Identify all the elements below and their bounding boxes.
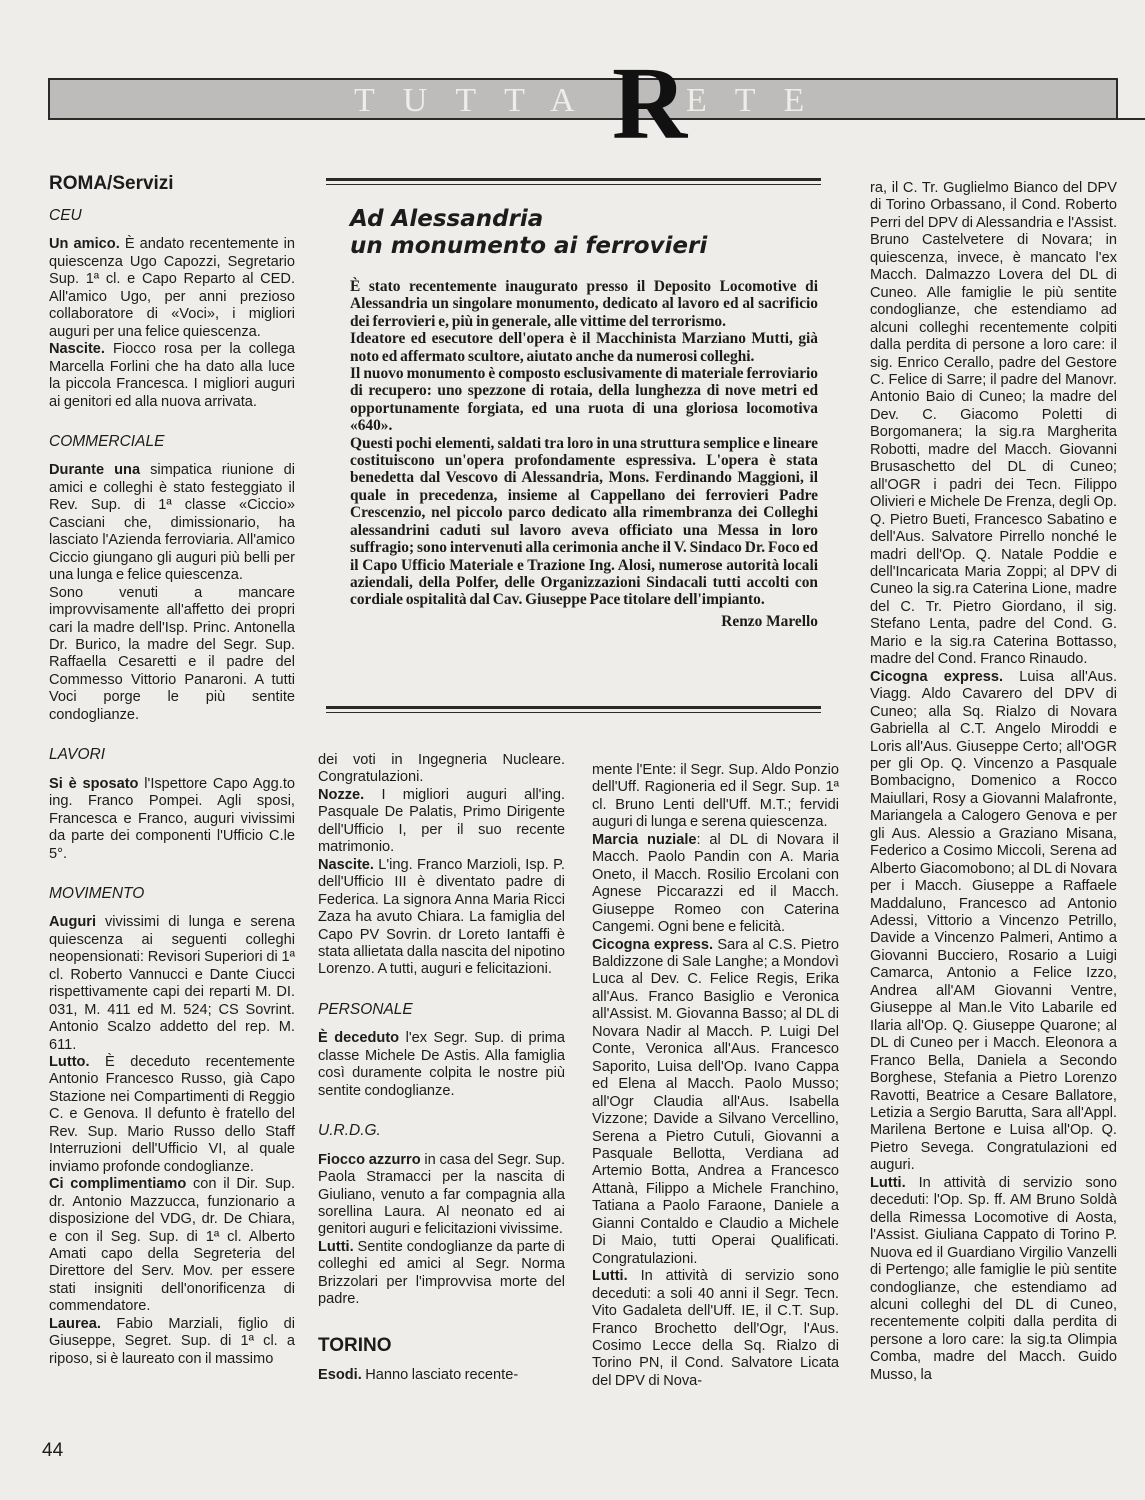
paragraph: [592, 832, 839, 937]
paragraph-text: In attività di servizio sono deceduti: a soli 40 anni il Segr. Tecn. Vito Gadaleta dell'Uff. IE, il C.T. Sup. Franco Brochetto dell'Ogr, l'Aus. Cosimo Lecce della Sq. Rialzo di Torino PN, il Cond. Salvatore Licata del DPV di Nova-: [592, 1268, 839, 1389]
paragraph-lead: Durante una: [49, 462, 141, 479]
paragraph-text: simpatica riunione di amici e colleghi è stato festeggiato il Rev. Sup. di 1ª classe «Ciccio» Casciani che, dimissionario, ha lasciato l'Azienda ferroviaria. All'amico Ciccio giungano gli auguri più belli per una lunga e felice quiescenza.: [49, 462, 295, 584]
paragraph: [49, 1054, 295, 1176]
section-title-commerciale: COMMERCIALE: [49, 432, 165, 450]
paragraph: [49, 341, 295, 411]
banner-word-ete: ETE: [686, 82, 833, 119]
article-paragraph: Ideatore ed esecutore dell'opera è il Macchinista Marziano Mutti, già noto ed affermato scultore, aiutato anche da numerosi colleghi.: [350, 330, 818, 365]
paragraph-lead: Auguri: [49, 914, 97, 931]
paragraph-text: l'Ispettore Capo Agg.to ing. Franco Pompei. Agli sposi, Francesca e Franco, auguri vivissimi da parte dei componenti l'Ufficio C.le 5°.: [49, 775, 295, 862]
article-paragraph: È stato recentemente inaugurato presso il Deposito Locomotive di Alessandria un singolare monumento, dedicato al lavoro ed al sacrificio dei ferrovieri e, più in generale, alle vittime del terrorismo.: [350, 278, 818, 330]
paragraph-lead: Cicogna express.: [870, 668, 1004, 685]
paragraph: [49, 776, 295, 863]
paragraph: [318, 1152, 565, 1239]
paragraph: [49, 1176, 295, 1316]
paragraph-lead: Lutti.: [870, 1174, 906, 1191]
paragraph: [870, 669, 1117, 1175]
paragraph-lead: Laurea.: [49, 1315, 101, 1332]
paragraph-text: Fiocco rosa per la collega Marcella Forlini che ha dato alla luce la piccola Francesca. I migliori auguri ai genitori ed alla nuova arrivata.: [49, 341, 295, 410]
paragraph-text: Sara al C.S. Pietro Baldizzone di Sale Langhe; a Mondovì Luca al Dev. C. Felice Regis, Erika all'Aus. Franco Basiglio e Veronica all'Assist. M. Giovanna Basso; al DL di Novara Nadir al Macch. P. Luigi Del Conte, Veronica all'Aus. Francesco Saporito, Luisa dell'Op. Ivano Cappa ed Elena al Macch. Paolo Musso; all'Ogr Claudia all'Aus. Isabella Vizzone; Davide a Silvano Vercellino, Serena a Pietro Cutuli, Giovanni a Pasquale Bellotta, Verdiana ad Artemio Botta, Andrea a Francesco Attanà, Filippo a Michele Franchino, Tatiana a Paolo Faraone, Daniele a Gianni Contaldo e Claudio a Michele Di Maio, tutti Operai Qualificati. Congratulazioni.: [592, 936, 839, 1267]
article-bottom-rule: [326, 706, 821, 713]
column-2: [318, 752, 565, 1384]
article-top-rule: [326, 178, 821, 185]
section-title-lavori: LAVORI: [49, 746, 105, 764]
article-author: Renzo Marello: [721, 612, 818, 630]
column-1: [49, 173, 295, 1368]
column-3: [592, 762, 839, 1390]
section-title-ceu: CEU: [49, 207, 82, 224]
paragraph-lead: Nascite.: [318, 856, 374, 873]
paragraph-lead: Esodi.: [318, 1366, 362, 1383]
banner-word-tutta: TUTTA: [354, 82, 603, 119]
paragraph-text: l'ex Segr. Sup. di prima classe Michele De Astis. Alla famiglia così duramente colpita le nostre più sentite condoglianze.: [318, 1030, 565, 1099]
section-title-urdg: U.R.D.G.: [318, 1122, 381, 1140]
paragraph-lead: Nozze.: [318, 786, 365, 803]
column-4: [870, 180, 1117, 1384]
paragraph: mente l'Ente: il Segr. Sup. Aldo Ponzio dell'Uff. Ragioneria ed il Segr. Sup. 1ª cl. Bruno Lenti dell'Uff. M.T.; fervidi auguri di lunga e serena quiescenza.: [592, 762, 839, 831]
paragraph: [592, 1268, 839, 1390]
paragraph-text: Fabio Marziali, figlio di Giuseppe, Segret. Sup. di 1ª cl. a riposo, si è laureato con il massimo: [49, 1315, 295, 1367]
paragraph: [49, 236, 295, 341]
paragraph-lead: Ci complimentiamo: [49, 1176, 187, 1193]
article-paragraph: Il nuovo monumento è composto esclusivamente di materiale ferroviario di recupero: uno spezzone di rotaia, della lunghezza di nove metri ed opportunamente forgiata, ed una ruota di una gloriosa locomotiva «640».: [350, 365, 818, 435]
region-heading-roma: ROMA/Servizi: [49, 173, 174, 194]
paragraph-lead: Nascite.: [49, 341, 105, 358]
article-title-line-2: un monumento ai ferrovieri: [350, 233, 708, 259]
paragraph-lead: Si è sposato: [49, 775, 139, 792]
paragraph: dei voti in Ingegneria Nucleare. Congratulazioni.: [318, 752, 565, 786]
paragraph: [592, 937, 839, 1269]
paragraph: [318, 1367, 565, 1384]
paragraph-text: vivissimi di lunga e serena quiescenza ai seguenti colleghi neopensionati: Revisori Superiori di 1ª cl. Roberto Vannucci e Dante Ciucci rispettivamente capi dei reparti M. DI. 031, M. 411 ed M. 524; CS Sovrint. Antonio Scalzo addetto del rep. M. 611.: [49, 914, 295, 1053]
paragraph-text: Sentite condoglianze da parte di colleghi ed amici al Segr. Norma Brizzolari per l'improvvisa morte del padre.: [318, 1238, 565, 1308]
paragraph-text: con il Dir. Sup. dr. Antonio Mazzucca, funzionario a disposizione del VDG, dr. De Chiara, e con il Seg. Sup. di 1ª cl. Alberto Amati capo della Segreteria del Direttore del Serv. Mov. per essere stati insigniti dell'onorificenza di commendatore.: [49, 1176, 295, 1315]
paragraph-lead: È deceduto: [318, 1030, 400, 1047]
paragraph: [49, 1316, 295, 1368]
paragraph-text: Luisa all'Aus. Viagg. Aldo Cavarero del DPV di Cuneo; alla Sq. Rialzo di Novara Gabriella al C.T. Angelo Miroddi e Loris all'Aus. Giuseppe Certo; all'OGR per gli Op. Q. Vincenzo a Pasquale Bombacigno, Domenico a Rocco Maiullari, Rosy a Giovanni Malafronte, Mariangela a Calogero Genova e per gli Aus. Alessio a Graziano Misana, Federico a Cosimo Miccoli, Serena ad Alberto Giacomobono; al DL di Novara per i Macch. Giuseppe a Raffaele Maddaluno, Francesco ad Antonio Adessi, Vittorio a Vincenzo Petrillo, Davide a Vincenzo Palmeri, Antimo a Giovanni Bucciero, Rosario a Luigi Camarca, Antonio a Felice Izzo, Andrea all'AM Giovanni Ventre, Giuseppe al Man.le Vito Labarile ed Ilaria all'Op. Q. Giuseppe Quarone; al DL di Cuneo per i Macch. Eleonora a Franco Bella, Daniela a Secondo Borghese, Stefania a Pietro Lorenzo Ravotti, Beatrice a Cesare Ballatore, Letizia a Sergio Barutta, Sara all'Appl. Marilena Bertone e Luisa all'Op. Q. Pietro Sevega. Congratulazioni ed auguri.: [870, 668, 1117, 1174]
banner-big-letter: R: [612, 46, 688, 161]
paragraph: Sono venuti a mancare improvvisamente all'affetto dei propri cari la madre dell'Isp. Princ. Antonella Dr. Burico, la madre del Segr. Sup. Raffaella Cesaretti e il padre del Commesso Vittorio Panaroni. A tutti Voci porge le più sentite condoglianze.: [49, 584, 295, 723]
region-heading-torino: TORINO: [318, 1334, 392, 1356]
paragraph-text: È deceduto recentemente Antonio Francesco Russo, già Capo Stazione nei Compartimenti di Reggio C. e Genova. Il defunto è fratello del Rev. Sup. Mario Russo dello Staff Interruzioni dell'Ufficio VI, al quale inviamo profonde condoglianze.: [49, 1054, 295, 1175]
paragraph-lead: Lutti.: [318, 1238, 354, 1255]
banner-rule: [1118, 118, 1145, 120]
paragraph-text: in casa del Segr. Sup. Paola Stramacci per la nascita di Giuliano, venuto a far compagnia alla sorellina Laura. Al neonato ed ai genitori auguri e felicitazioni vivissime.: [318, 1151, 566, 1238]
article-paragraph: Questi pochi elementi, saldati tra loro in una struttura semplice e lineare costituiscono un'opera profondamente espressiva. L'opera è stata benedetta dal Vescovo di Alessandria, Mons. Ferdinando Maggioni, il quale in precedenza, insieme al Cappellano dei ferrovieri Padre Crescenzio, nel piccolo parco dedicato alla rimembranza dei Colleghi alessandrini caduti sul lavoro aveva officiato una Messa in loro suffragio; sono intervenuti alla cerimonia anche il V. Sindaco Dr. Foco ed il Capo Ufficio Materiale e Trazione Ing. Alosi, numerose autorità locali aziendali, della Polfer, delle Organizzazioni Sindacali tutti accolti con cordiale ospitalità dal Cav. Giuseppe Pace titolare dell'impianto.: [350, 434, 818, 609]
paragraph: [870, 1175, 1117, 1384]
paragraph-lead: Un amico.: [49, 236, 120, 253]
paragraph-text: : al DL di Novara il Macch. Paolo Pandin con A. Maria Oneto, il Macch. Rosilio Ercolani con Agnese Piccarazzi ed il Macch. Giuseppe Romeo con Caterina Cangemi. Ogni bene e felicità.: [592, 831, 839, 936]
paragraph: ra, il C. Tr. Guglielmo Bianco del DPV di Torino Orbassano, il Cond. Roberto Perri del DPV di Alessandria e l'Assist. Bruno Castelvetere di Novara; in quiescenza, invece, è mancato l'ex Macch. Dalmazzo Lovera del DL di Cuneo. Alle famiglie le più sentite condoglianze, che estendiamo ad alcuni colleghi recentemente colpiti dalla perdita di persone a loro care: il sig. Enrico Cerallo, padre del Gestore C. Felice di Sarre; il padre del Manovr. Antonio Baio di Cuneo; la madre del Dev. C. Giacomo Poletti di Borgomanera; la sig.ra Margherita Robotti, madre del Macch. Giovanni Brusaschetto del DL di Cuneo; all'OGR i padri dei Tecn. Filippo Olivieri e Michele De Frenza, degli Op. Q. Pietro Bueti, Francesco Sabatino e dell'Aus. Salvatore Pirrello nonché le madri dell'Op. Q. Natale Poddie e dell'Incaricata Maria Zoppi; al DPV di Cuneo la sig.ra Caterina Lione, madre del C. Tr. Pietro Giordano, il sig. Stefano Lenta, padre del Cond. G. Mario e la sig.ra Caterina Bottasso, madre del Cond. Franco Rinaudo.: [870, 180, 1117, 668]
article-body: [350, 278, 818, 609]
paragraph: [318, 1239, 565, 1309]
paragraph: [49, 914, 295, 1054]
paragraph-lead: Cicogna express.: [592, 936, 714, 953]
section-title-personale: PERSONALE: [318, 1000, 413, 1018]
section-title-movimento: MOVIMENTO: [49, 884, 145, 902]
paragraph: [318, 787, 565, 857]
article-title: [350, 206, 818, 260]
article-title-line-1: Ad Alessandria: [350, 206, 544, 232]
paragraph-text: In attività di servizio sono deceduti: l'Op. Sp. ff. AM Bruno Soldà della Rimessa Locomotive di Aosta, l'Assist. Giuliana Cappato di Torino P. Nuova ed il Guardiano Virgilio Vanzelli di Pertengo; alle famiglie le più sentite condoglianze, che estendiamo ad alcuni colleghi del DL di Cuneo, recentemente colpiti dalla perdita di persone a loro care: la sig.ta Olimpia Comba, madre del Macch. Guido Musso, la: [870, 1174, 1117, 1383]
paragraph: [318, 857, 565, 979]
paragraph-text: I migliori auguri all'ing. Pasquale De Palatis, Primo Dirigente dell'Ufficio I, per il suo recente matrimonio.: [318, 786, 565, 856]
featured-article: [350, 206, 818, 631]
paragraph: [318, 1030, 565, 1100]
paragraph-lead: Marcia nuziale: [592, 831, 697, 848]
page-number: 44: [42, 1440, 64, 1461]
paragraph-lead: Lutto.: [49, 1054, 90, 1071]
paragraph-text: È andato recentemente in quiescenza Ugo Capozzi, Segretario Sup. 1ª cl. e Capo Reparto al CED. All'amico Ugo, per anni prezioso collaboratore di «Voci», i migliori auguri per una felice quiescenza.: [49, 236, 295, 340]
paragraph-text: Hanno lasciato recente-: [361, 1366, 519, 1383]
paragraph-text: L'ing. Franco Marzioli, Isp. P. dell'Ufficio III è diventato padre di Federica. La signora Anna Maria Ricci Zaza ha avuto Chiara. La famiglia del Capo PV Sovrin. dr Loreto Iantaffi è stata allietata dalla nascita del nipotino Lorenzo. A tutti, auguri e felicitazioni.: [318, 856, 565, 978]
paragraph-lead: Fiocco azzurro: [318, 1151, 421, 1168]
paragraph: [49, 462, 295, 584]
paragraph-lead: Lutti.: [592, 1268, 628, 1285]
